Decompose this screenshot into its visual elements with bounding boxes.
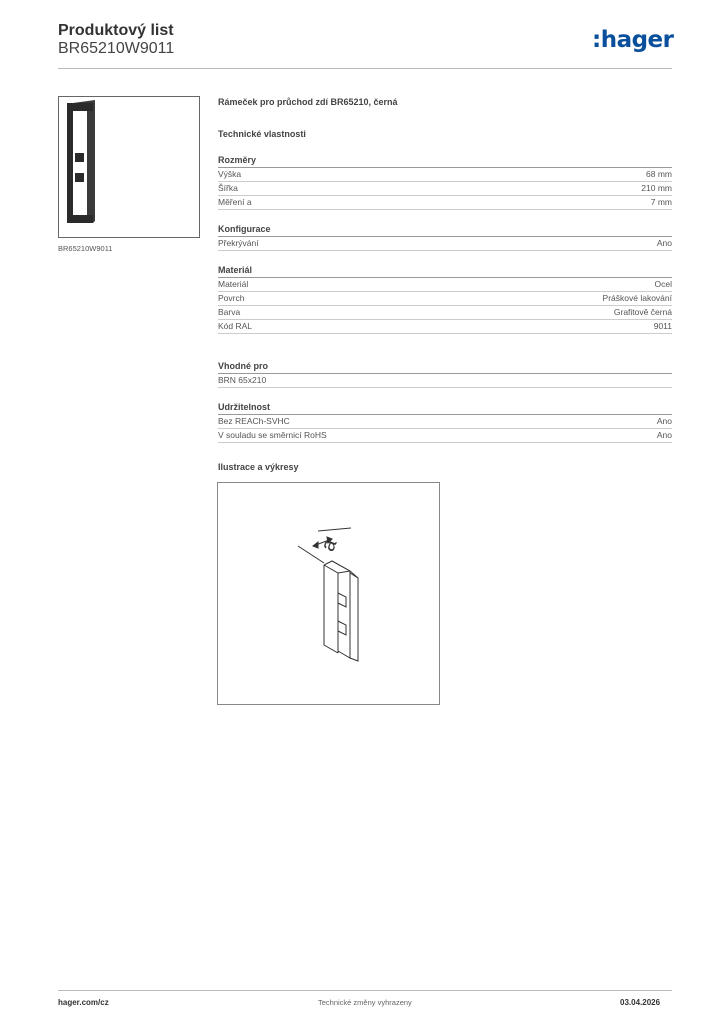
spec-row: Měření a 7 mm (218, 196, 672, 210)
section-title: Konfigurace (218, 223, 672, 237)
page-title: Produktový list (58, 22, 174, 39)
spec-row: Šířka 210 mm (218, 182, 672, 196)
spec-row: Povrch Práškové lakování (218, 292, 672, 306)
spec-row: BRN 65x210 (218, 374, 672, 388)
section-title: Rozměry (218, 154, 672, 168)
section-suitable-for (218, 360, 672, 388)
product-thumbnail (58, 96, 200, 238)
section-sustainability (218, 401, 672, 443)
footer-website[interactable]: hager.com/cz (58, 998, 109, 1007)
section-material (218, 264, 672, 334)
tech-specs-heading: Technické vlastnosti (218, 129, 306, 139)
section-title: Vhodné pro (218, 360, 672, 374)
product-title: Rámeček pro průchod zdí BR65210, černá (218, 97, 398, 107)
thumbnail-caption: BR65210W9011 (58, 244, 113, 253)
specifications (218, 96, 672, 474)
product-photo-icon (59, 97, 199, 237)
dimension-drawing-icon (218, 483, 439, 704)
footer-date: 03.04.2026 (620, 998, 661, 1007)
spec-row: Bez REACh-SVHC Ano (218, 415, 672, 429)
header-divider (58, 68, 672, 69)
footer-divider (58, 990, 672, 991)
footer-note: Technické změny vyhrazeny (318, 998, 412, 1007)
dimension-label: a (316, 535, 342, 555)
section-configuration (218, 223, 672, 251)
technical-drawing (217, 482, 440, 705)
spec-row: Překrývání Ano (218, 237, 672, 251)
hager-logo: :hager (592, 27, 674, 53)
spec-row: Materiál Ocel (218, 278, 672, 292)
illustrations-heading: Ilustrace a výkresy (218, 462, 299, 472)
spec-row: Kód RAL 9011 (218, 320, 672, 334)
spec-row: V souladu se směrnicí RoHS Ano (218, 429, 672, 443)
section-title: Udržitelnost (218, 401, 672, 415)
spec-row: Výška 68 mm (218, 168, 672, 182)
spec-row: Barva Grafitově černá (218, 306, 672, 320)
section-title: Materiál (218, 264, 672, 278)
product-code: BR65210W9011 (58, 40, 175, 57)
section-dimensions (218, 154, 672, 210)
